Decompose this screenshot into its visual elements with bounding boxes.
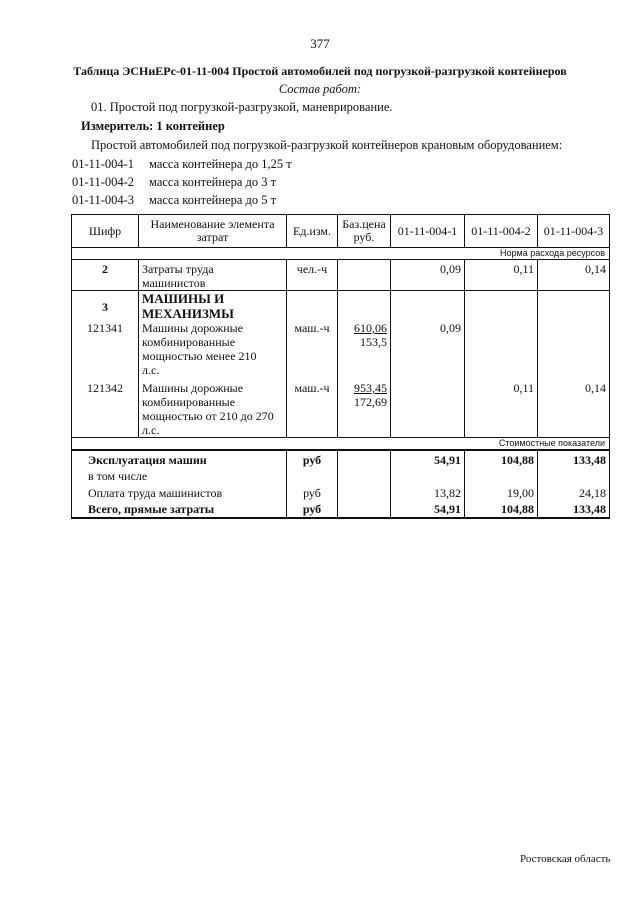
table-title: Таблица ЭСНиЕРс-01-11-004 Простой автомобилей под погрузкой-разгрузкой контейнеров <box>73 64 567 78</box>
machine-value-1 <box>391 381 465 438</box>
machine-unit: маш.-ч <box>287 381 338 438</box>
machine-name: Машины дорожные комбинированные мощностью от 210 до 270 л.с. <box>139 381 287 438</box>
variant-text: масса контейнера до 1,25 т <box>149 157 292 171</box>
machine-value-2: 0,11 <box>465 381 538 438</box>
region-footer: Ростовская область <box>520 853 611 865</box>
machine-value-3 <box>538 321 610 377</box>
header-col1: 01-11-004-1 <box>391 215 465 248</box>
labor-value-3: 0,14 <box>538 260 610 291</box>
machine-name: Машины дорожные комбинированные мощностью менее 210 л.с. <box>139 321 287 377</box>
machine-unit: маш.-ч <box>287 321 338 377</box>
labor-value-1: 0,09 <box>391 260 465 291</box>
direct-costs-unit: руб <box>287 500 338 518</box>
work-composition-heading: Состав работ: <box>278 82 362 96</box>
labor-row <box>72 260 610 291</box>
variant-item <box>72 175 276 190</box>
labor-code: 2 <box>72 260 139 291</box>
machine-price: 953,45 172,69 <box>338 381 391 438</box>
variant-item <box>72 157 292 172</box>
operator-pay-label: Оплата труда машинистов <box>72 483 287 500</box>
machine-row <box>72 321 610 377</box>
work-item: 01. Простой под погрузкой-разгрузкой, маневрирование. <box>91 100 393 114</box>
total-operation-label: Эксплуатация машин <box>72 450 287 467</box>
header-col2: 01-11-004-2 <box>465 215 538 248</box>
labor-value-2: 0,11 <box>465 260 538 291</box>
machine-value-1: 0,09 <box>391 321 465 377</box>
variant-code: 01-11-004-2 <box>72 175 135 189</box>
operator-pay-value-3: 24,18 <box>538 483 610 500</box>
total-operation-value-1: 54,91 <box>391 450 465 467</box>
cost-label-row <box>72 438 610 451</box>
total-operation-value-2: 104,88 <box>465 450 538 467</box>
operator-pay-unit: руб <box>287 483 338 500</box>
direct-costs-row <box>72 500 610 518</box>
total-operation-unit: руб <box>287 450 338 467</box>
resource-table <box>71 214 610 519</box>
direct-costs-value-3: 133,48 <box>538 500 610 518</box>
header-unit: Ед.изм. <box>287 215 338 248</box>
including-row <box>72 467 610 483</box>
measure-unit: Измеритель: 1 контейнер <box>81 119 225 133</box>
machine-code: 121342 <box>72 381 139 438</box>
machine-row <box>72 381 610 438</box>
variant-text: масса контейнера до 5 т <box>149 193 277 207</box>
direct-costs-value-1: 54,91 <box>391 500 465 518</box>
cost-label: Стоимостные показатели <box>72 438 610 451</box>
variant-item <box>72 193 276 208</box>
header-name: Наименование элемента затрат <box>139 215 287 248</box>
header-code: Шифр <box>72 215 139 248</box>
labor-name: Затраты труда машинистов <box>139 260 287 291</box>
norm-label-row <box>72 248 610 260</box>
variant-text: масса контейнера до 3 т <box>149 175 277 189</box>
header-row <box>72 215 610 248</box>
machines-section-row <box>72 291 610 322</box>
direct-costs-value-2: 104,88 <box>465 500 538 518</box>
machine-code: 121341 <box>72 321 139 377</box>
direct-costs-label: Всего, прямые затраты <box>72 500 287 518</box>
machine-value-3: 0,14 <box>538 381 610 438</box>
machine-price: 610,06 153,5 <box>338 321 391 377</box>
including-label: в том числе <box>72 467 287 483</box>
norm-label: Норма расхода ресурсов <box>72 248 610 260</box>
operator-pay-value-2: 19,00 <box>465 483 538 500</box>
machines-section-code: 3 <box>72 291 139 322</box>
page-number: 377 <box>310 36 330 51</box>
labor-price <box>338 260 391 291</box>
operator-pay-value-1: 13,82 <box>391 483 465 500</box>
machine-value-2 <box>465 321 538 377</box>
labor-unit: чел.-ч <box>287 260 338 291</box>
header-price: Баз.цена руб. <box>338 215 391 248</box>
header-col3: 01-11-004-3 <box>538 215 610 248</box>
machines-section-title: МАШИНЫ И МЕХАНИЗМЫ <box>139 291 287 322</box>
operator-pay-row <box>72 483 610 500</box>
variant-code: 01-11-004-1 <box>72 157 135 171</box>
description: Простой автомобилей под погрузкой-разгрузкой контейнеров крановым оборудованием: <box>91 138 563 152</box>
variant-code: 01-11-004-3 <box>72 193 135 207</box>
total-operation-row <box>72 450 610 467</box>
total-operation-value-3: 133,48 <box>538 450 610 467</box>
